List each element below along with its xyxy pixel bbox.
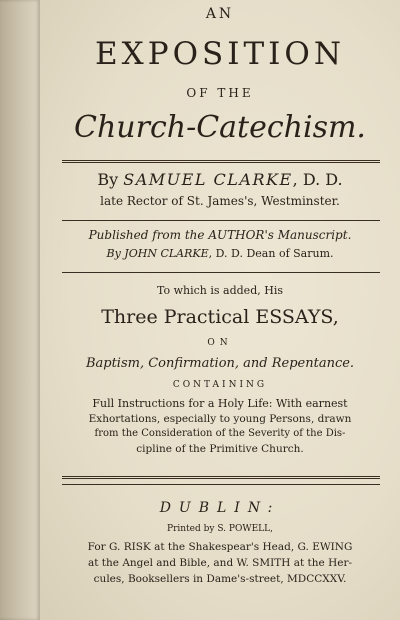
title-page <box>40 0 400 620</box>
title-an: AN <box>205 6 235 22</box>
by-label: By <box>97 170 119 189</box>
printer-line: Printed by S. POWELL, <box>167 524 273 534</box>
essays-title: Three Practical ESSAYS, <box>101 306 339 328</box>
rule-top <box>62 160 380 163</box>
essay-topics: Baptism, Confirmation, and Repentance. <box>85 356 355 371</box>
description-line-4: cipline of the Primitive Church. <box>136 443 304 455</box>
author-degree: , D. D. <box>292 170 343 189</box>
description-line-3: from the Consideration of the Severity of the Dis- <box>94 428 346 439</box>
imprint-line-2: at the Angel and Bible, and W. SMITH at the Her- <box>87 557 353 569</box>
title-exposition: EXPOSITION <box>95 36 345 72</box>
rule-2 <box>62 220 380 221</box>
rule-bottom-1 <box>62 476 380 479</box>
imprint-city: DUBLIN: <box>159 500 281 516</box>
by-label-2: By <box>106 247 121 260</box>
title-of-the: OF THE <box>186 86 254 100</box>
published-note: Published from the AUTHOR's Manuscript. <box>88 228 352 242</box>
on-label: ON <box>207 338 233 348</box>
description-line-2: Exhortations, especially to young Persons, drawn <box>88 413 352 425</box>
imprint-line-1: For G. RISK at the Shakespear's Head, G. EWING <box>87 541 353 553</box>
editor-line <box>40 247 400 260</box>
description-line-1: Full Instructions for a Holy Life: With earnest <box>92 397 348 410</box>
rule-bottom-2 <box>62 484 380 485</box>
rule-3 <box>62 272 380 273</box>
book-spine <box>0 0 40 620</box>
imprint-line-3: cules, Booksellers in Dame's-street, MDCCXXV. <box>93 573 347 585</box>
editor-role: , D. D. Dean of Sarum. <box>208 247 334 260</box>
editor-name: JOHN CLARKE <box>124 247 209 260</box>
author-role: late Rector of St. James's, Westminster. <box>100 194 340 208</box>
added-intro: To which is added, His <box>157 284 283 297</box>
containing-label: CONTAINING <box>172 380 268 390</box>
author-line <box>40 170 400 189</box>
main-title: Church-Catechism. <box>74 110 366 145</box>
author-name: SAMUEL CLARKE <box>123 170 293 189</box>
